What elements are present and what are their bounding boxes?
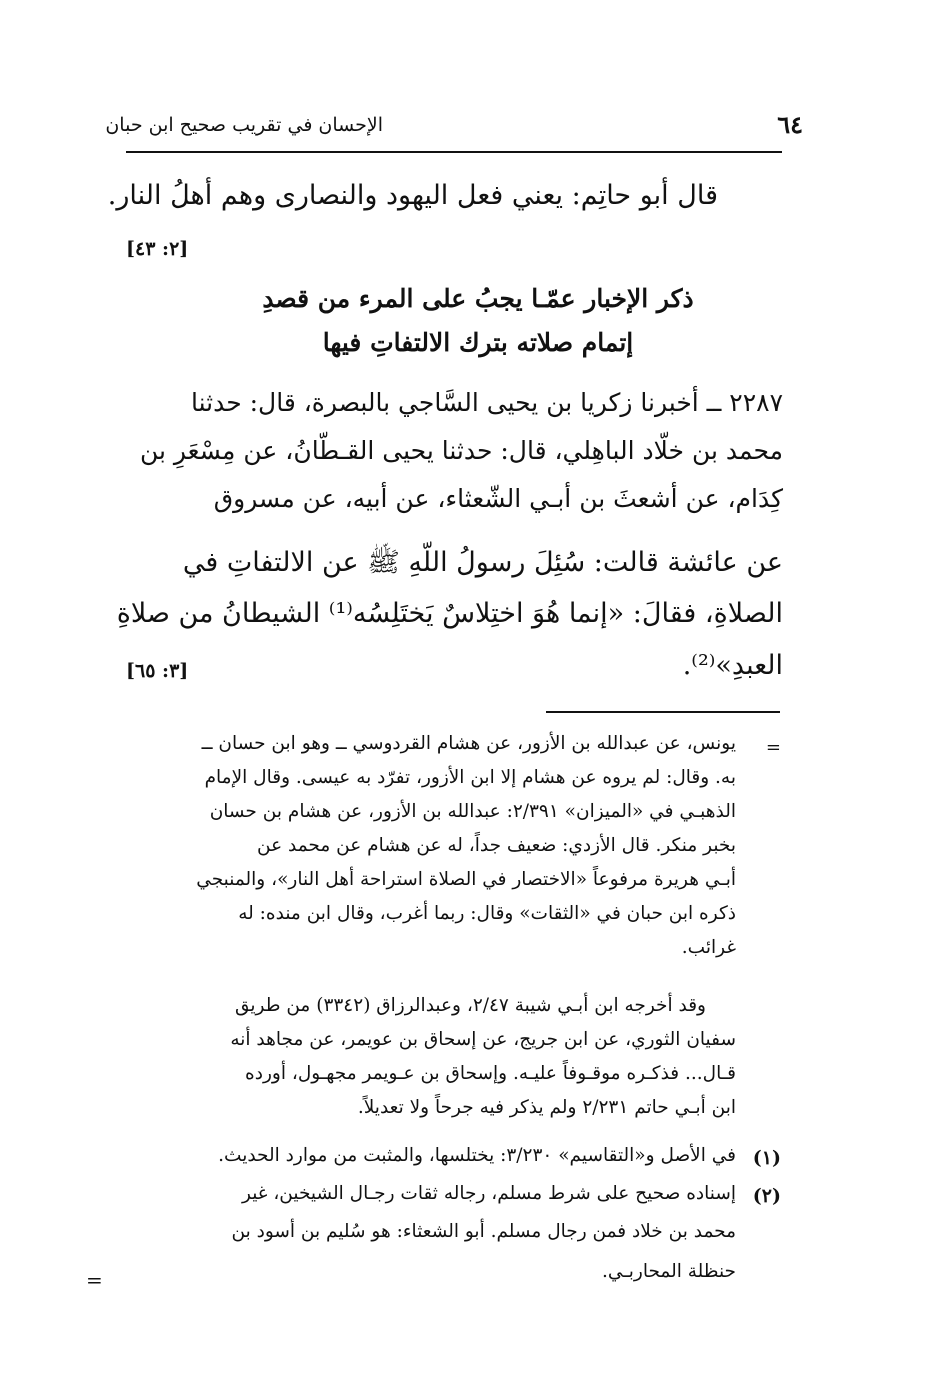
isnad-line: كِدَام، عن أشعثَ بن أبـي الشّعثاء، عن أبيه، عن مسروق [213, 484, 783, 513]
footnote-line: في الأصل و«التقاسيم» ٣/٢٣٠: يختلسها، والمثبت من موارد الحديث. [218, 1145, 736, 1166]
footnote-line: ذكره ابن حبان في «الثقات» وقال: ربما أغرب، وقال ابن منده: له [238, 903, 736, 924]
chapter-heading-line-2: إتمام صلاته بترك الالتفاتِ فيها [322, 328, 634, 357]
footnote-line: بخبر منكر. قال الأزدي: ضعيف جداً، له عن هشام عن محمد عن [256, 835, 736, 856]
footnote-line: غرائب. [681, 937, 736, 958]
matn-line: عن عائشة قالت: سُئِلَ رسولُ اللّهِ ﷺ عن الالتفاتِ في [182, 547, 783, 578]
footnote-line: به. وقال: لم يروه عن هشام إلا ابن الأزور، تفرّد به عيسى. وقال الإمام [204, 767, 736, 788]
isnad-line: ٢٢٨٧ ــ أخبرنا زكريا بن يحيى السَّاجي بالبصرة، قال: حدثنا [190, 388, 783, 417]
matn-line: الصلاةِ، فقالَ: «إنما هُوَ اختِلاسٌ يَختَلِسُه⁽¹⁾ الشيطانُ من صلاةِ [116, 598, 783, 629]
header-rule [126, 151, 782, 153]
chapter-heading-line-1: ذكر الإخبار عمّـا يجبُ على المرء من قصدِ [262, 284, 694, 313]
footnote-line: قـال... فذكـره موقـوفاً عليـه. وإسحاق بن عـويمر مجهـول، أورده [245, 1063, 736, 1084]
reference-bracket: [٢: ٤٣] [126, 238, 189, 260]
matn-line: العبدِ»⁽²⁾. [682, 650, 783, 681]
continuation-mark-end: = [86, 1268, 103, 1292]
running-header-title: الإحسان في تقريب صحيح ابن حبان [105, 114, 383, 136]
page-number: ٦٤ [777, 110, 803, 139]
footnote-line: الذهبـي في «الميزان» ٢/٣٩١: عبدالله بن الأزور، عن هشام بن حسان [209, 801, 736, 822]
reference-bracket: [٣: ٦٥] [126, 660, 189, 682]
footnote-line: حنظلة المحاربـي. [602, 1261, 736, 1282]
footnote-line: إسناده صحيح على شرط مسلم، رجاله ثقات رجـال الشيخين، غير [241, 1183, 736, 1204]
continuation-mark: = [765, 737, 781, 758]
isnad-line: محمد بن خلّاد الباهِلي، قال: حدثنا يحيى القـطّانُ، عن مِسْعَرِ بن [139, 436, 783, 465]
footnote-line: سفيان الثوري، عن ابن جريج، عن إسحاق بن عويمر، عن مجاهد أنه [230, 1029, 736, 1050]
footnote-number: (١) [752, 1147, 781, 1169]
footnote-line: أبـي هريرة مرفوعاً «الاختصار في الصلاة استراحة أهل النار»، والمنبجي [196, 869, 736, 890]
footnote-line: يونس، عن عبدالله بن الأزور، عن هشام القردوسي ــ وهو ابن حسان ــ [201, 733, 736, 754]
footnote-number: (٢) [752, 1185, 781, 1207]
intro-line: قال أبو حاتِم: يعني فعل اليهود والنصارى وهم أهلُ النار. [107, 180, 718, 211]
footnote-rule [546, 711, 780, 713]
footnote-line: محمد بن خلاد فمن رجال مسلم. أبو الشعثاء: هو سُليم بن أسود بن [231, 1221, 736, 1242]
footnote-line: وقد أخرجه ابن أبـي شيبة ٢/٤٧، وعبدالرزاق (٣٣٤٢) من طريق [234, 995, 706, 1016]
footnote-line: ابن أبـي حاتم ٢/٢٣١ ولم يذكر فيه جرحاً ولا تعديلاً. [357, 1097, 736, 1118]
